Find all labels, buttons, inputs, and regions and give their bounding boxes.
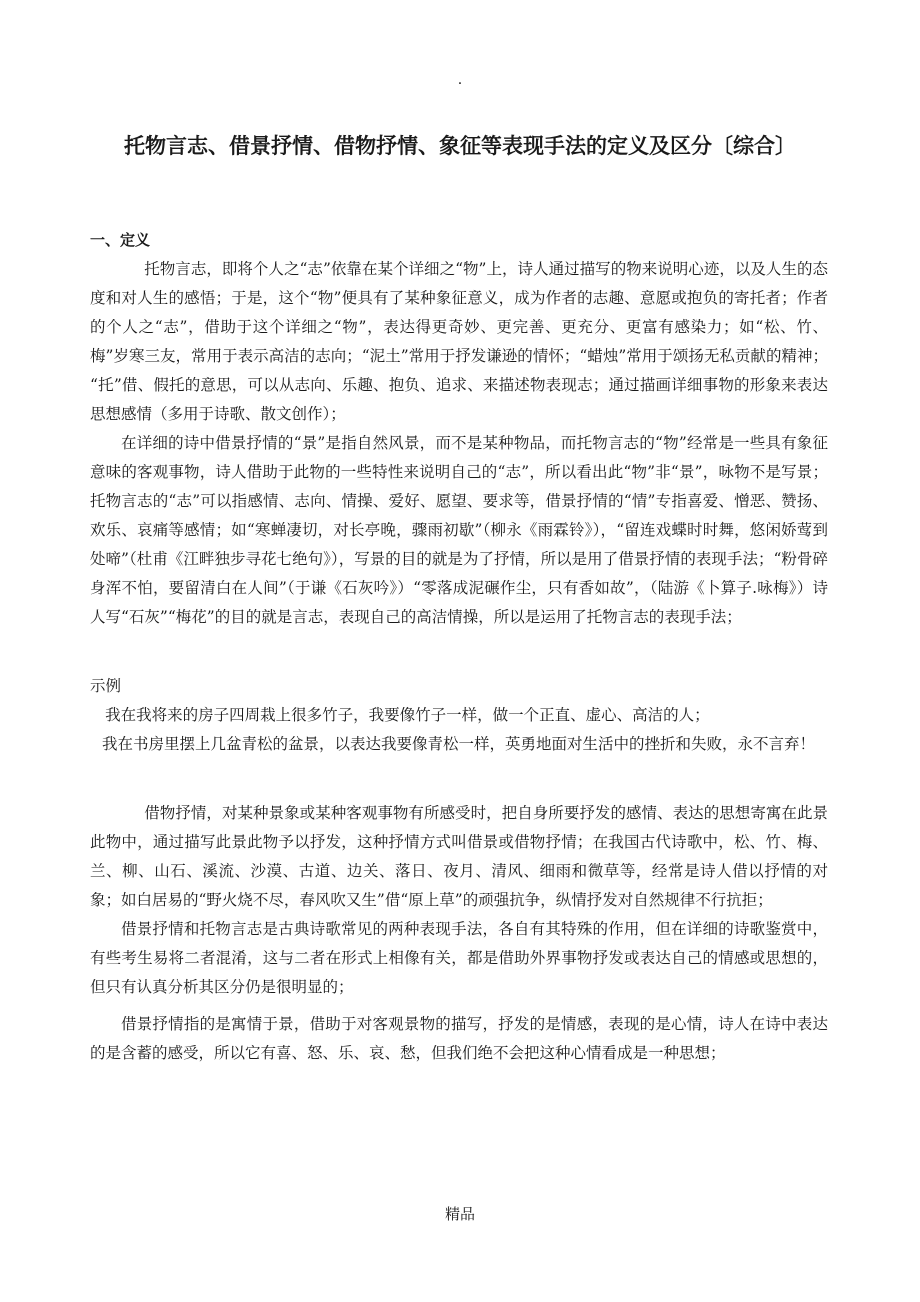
header-dot: .	[457, 72, 463, 88]
document-body	[90, 226, 828, 1068]
paragraph-jiewu-shuqing: 借物抒情，对某种景象或某种客观事物有所感受时，把自身所要抒发的感情、表达的思想寄寓在此景此物中，通过描写此景此物予以抒发，这种抒情方式叫借景或借物抒情；在我国古代诗歌中，松、竹、梅、兰、柳、山石、溪流、沙漠、古道、边关、落日、夜月、清风、细雨和微草等，经常是诗人借以抒情的对象；如白居易的“野火烧不尽，春风吹又生”借“原上草”的顽强抗争，纵情抒发对自然规律不行抗拒；	[90, 804, 828, 909]
example-line-bamboo: 我在我将来的房子四周栽上很多竹子，我要像竹子一样，做一个正直、虚心、高洁的人；	[105, 706, 710, 724]
paragraph-tuowu-yanzhi: 托物言志，即将个人之“志”依靠在某个详细之“物”上，诗人通过描写的物来说明心迹，以及人生的态度和对人生的感悟；于是，这个“物”便具有了某种象征意义，成为作者的志趣、意愿或抱负的寄托者；作者的个人之“志”，借助于这个详细之“物”，表达得更奇妙、更完善、更充分、更富有感染力；如“松、竹、梅”岁寒三友，常用于表示高洁的志向；“泥土”常用于抒发谦逊的情怀；“蜡烛”常用于颂扬无私贡献的精神； “托”借、假托的意思，可以从志向、乐趣、抱负、追求、来描述物表现志；通过描画详细事物的形象来表达思想感情（多用于诗歌、散文创作）；	[90, 260, 828, 423]
page-footer: 精品	[444, 1205, 475, 1223]
paragraph-comparison: 借景抒情和托物言志是古典诗歌常见的两种表现手法，各自有其特殊的作用，但在详细的诗歌鉴赏中，有些考生易将二者混淆，这与二者在形式上相像有关，都是借助外界事物抒发或表达自己的情感或思想的，但只有认真分析其区分仍是很明显的；	[90, 920, 828, 996]
spacer	[90, 1002, 828, 1010]
example-line-pine: 我在书房里摆上几盆青松的盆景，以表达我要像青松一样，英勇地面对生活中的挫折和失败，永不言弃！	[102, 735, 816, 753]
spacer	[90, 632, 828, 672]
section-heading-definition: 一、定义	[90, 231, 151, 249]
example-label: 示例	[90, 677, 122, 695]
spacer	[90, 759, 828, 799]
paragraph-jiejing-definition: 借景抒情指的是寓情于景，借助于对客观景物的描写，抒发的是情感，表现的是心情，诗人在诗中表达的是含蓄的感受，所以它有喜、怒、乐、哀、愁，但我们绝不会把这种心情看成是一种思想；	[90, 1015, 828, 1062]
page-title: 托物言志、借景抒情、借物抒情、象征等表现手法的定义及区分〔综合〕	[124, 134, 796, 158]
paragraph-jiejing-vs-tuowu: 在详细的诗中借景抒情的“景”是指自然风景，而不是某种物品，而托物言志的“物”经常是一些具有象征意味的客观事物，诗人借助于此物的一些特性来说明自己的“志”，所以看出此“物”非“景”，咏物不是写景；托物言志的“志”可以指感情、志向、情操、爱好、愿望、要求等，借景抒情的“情”专指喜爱、憎恶、赞扬、欢乐、哀痛等感情；如“寒蝉凄切，对长亭晚，骤雨初歇”（柳永《雨霖铃》），“留连戏蝶时时舞，悠闲娇莺到处啼”（杜甫《江畔独步寻花七绝句》），写景的目的就是为了抒情，所以是用了借景抒情的表现手法；“粉骨碎身浑不怕，要留清白在人间”（于谦《石灰吟》）“零落成泥碾作尘，只有香如故”，（陆游《卜算子.咏梅》）诗人写“石灰”“梅花”的目的就是言志，表现自己的高洁情操，所以是运用了托物言志的表现手法；	[90, 434, 828, 626]
